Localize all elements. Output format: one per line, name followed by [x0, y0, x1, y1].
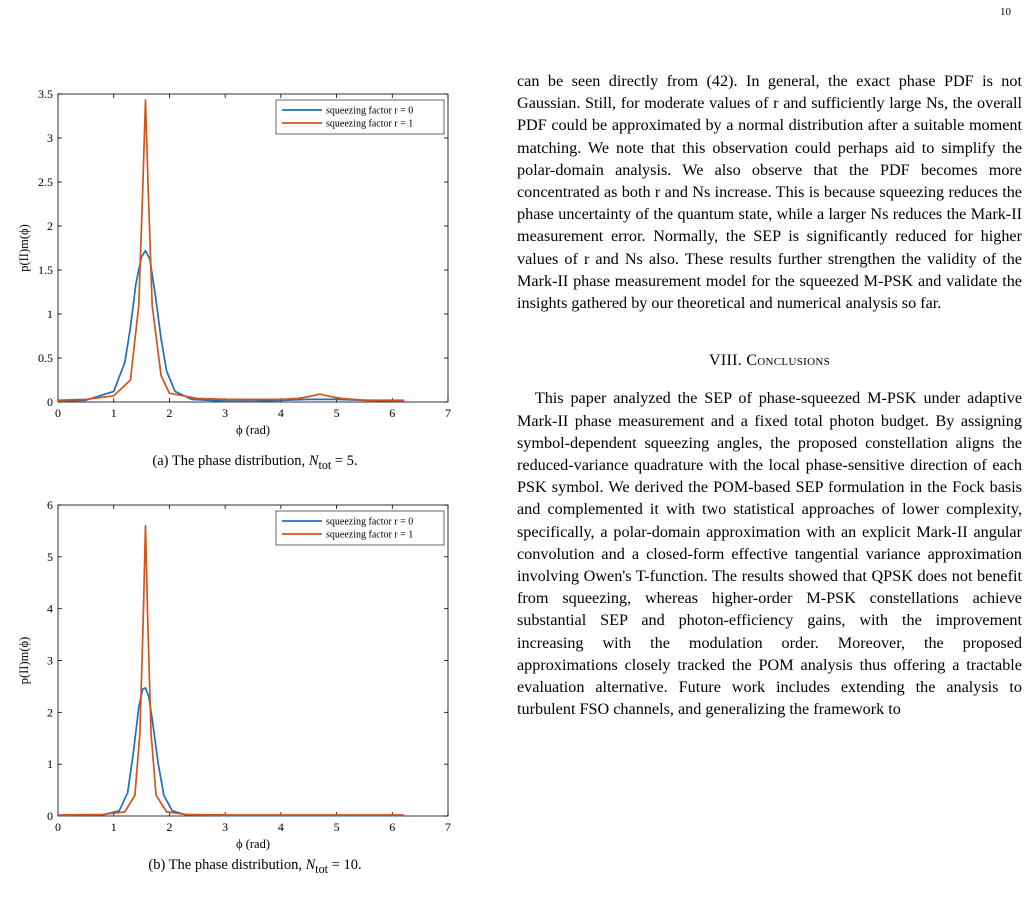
- x-axis-label: ϕ (rad): [236, 423, 270, 437]
- figure-b-caption-value: = 10.: [328, 857, 362, 873]
- figure-a-caption-math: N: [308, 453, 319, 469]
- legend-label-0: squeezing factor r = 0: [326, 516, 414, 528]
- paragraph-conclusions: This paper analyzed the SEP of phase-squeezed M-PSK under adaptive Mark-II phase measurement and a fixed total photon budget. By assigning symbol-dependent squeezing angles, the proposed constellation aligns the reduced-variance quadrature with the local phase-sensitive direction of each PSK symbol. We derived the POM-based SEP formulation in the Fock basis and complemented it with two statistical approaches of lower complexity, specifically, a polar-domain approximation with an explicit Mark-II angular convolution and a closed-form effective tangential variance approximation involving Owen's T-function. The results showed that QPSK does not benefit from squeezing, whereas higher-order M-PSK constellations achieve substantial SEP and photon-efficiency gains, with the improvement increasing with the modulation order. Moreover, the proposed approximations closely tracked the POM analysis thus offering a tractable evaluation alternative. Future work includes extending the analysis to turbulent FSO channels, and generalizing the framework to: [517, 389, 1022, 719]
- y-tick-label: 3.5: [38, 87, 53, 101]
- y-tick-label: 0: [47, 809, 53, 823]
- figure-b-caption-math: N: [305, 857, 316, 873]
- paragraph-results: can be seen directly from (42). In general, the exact phase PDF is not Gaussian. Still, for moderate values of r and sufficiently large Ns, the overall PDF could be approximated by a normal distribution after a suitable moment matching. We note that this observation could perhaps aid to simplify the polar-domain analysis. We also observe that the PDF becomes more concentrated as both r and Ns increase. This is because squeezing reduces the phase uncertainty of the quantum state, while a larger Ns reduces the Mark-II measurement error. Normally, the SEP is significantly reduced for higher values of r and Ns also. These results further strengthen the validity of the Mark-II phase measurement model for the squeezed M-PSK and validate the insights gathered by our theoretical and numerical analysis so far.: [517, 72, 1022, 313]
- x-tick-label: 2: [166, 406, 173, 420]
- y-axis-label: p(II)m(ϕ): [17, 224, 31, 272]
- x-tick-label: 5: [333, 820, 340, 834]
- chart-1: [17, 498, 451, 851]
- x-axis-label: ϕ (rad): [236, 837, 270, 851]
- legend-label-1: squeezing factor r = 1: [326, 118, 414, 130]
- y-tick-label: 3: [47, 131, 53, 145]
- x-tick-label: 5: [333, 406, 340, 420]
- y-tick-label: 0: [47, 395, 53, 409]
- x-tick-label: 0: [55, 820, 61, 834]
- y-tick-label: 2: [47, 219, 53, 233]
- section-heading-conclusions: VIII. Conclusions: [709, 352, 830, 370]
- y-tick-label: 5: [47, 549, 53, 564]
- x-tick-label: 6: [389, 406, 396, 420]
- x-tick-label: 1: [110, 820, 117, 834]
- x-tick-label: 1: [110, 406, 117, 420]
- y-tick-label: 2: [47, 705, 53, 720]
- y-tick-label: 0.5: [38, 351, 53, 365]
- plot-b: [0, 0, 470, 900]
- y-tick-label: 1: [47, 757, 53, 772]
- figure-b-caption: [50, 857, 460, 877]
- y-tick-label: 2.5: [38, 175, 53, 189]
- y-tick-label: 4: [47, 601, 53, 616]
- y-tick-label: 6: [47, 498, 53, 512]
- y-tick-label: 3: [47, 653, 53, 668]
- figure-b-caption-text: (b) The phase distribution,: [148, 857, 302, 873]
- figure-a-caption-text: (a) The phase distribution,: [152, 453, 306, 469]
- y-axis-label: p(II)m(ϕ): [17, 636, 31, 685]
- x-tick-label: 3: [222, 406, 229, 420]
- figure-a-caption-value: = 5.: [331, 453, 358, 469]
- figure-b-caption-sub: tot: [315, 861, 329, 876]
- figure-a-caption-sub: tot: [318, 457, 332, 472]
- legend-label-1: squeezing factor r = 1: [326, 529, 414, 541]
- series-line-0: [58, 688, 403, 816]
- y-tick-label: 1: [47, 307, 53, 321]
- page-number: 10: [1000, 6, 1011, 18]
- x-tick-label: 7: [445, 406, 451, 420]
- x-tick-label: 0: [55, 406, 61, 420]
- x-tick-label: 6: [389, 820, 396, 834]
- legend-label-0: squeezing factor r = 0: [326, 105, 414, 117]
- plot-frame: [58, 505, 448, 816]
- x-tick-label: 2: [166, 820, 173, 834]
- x-tick-label: 3: [222, 820, 229, 834]
- right-column: [517, 70, 1022, 720]
- x-tick-label: 4: [277, 820, 284, 834]
- y-tick-label: 1.5: [38, 263, 53, 277]
- x-tick-label: 7: [445, 820, 451, 834]
- x-tick-label: 4: [277, 406, 284, 420]
- series-line-1: [58, 526, 403, 815]
